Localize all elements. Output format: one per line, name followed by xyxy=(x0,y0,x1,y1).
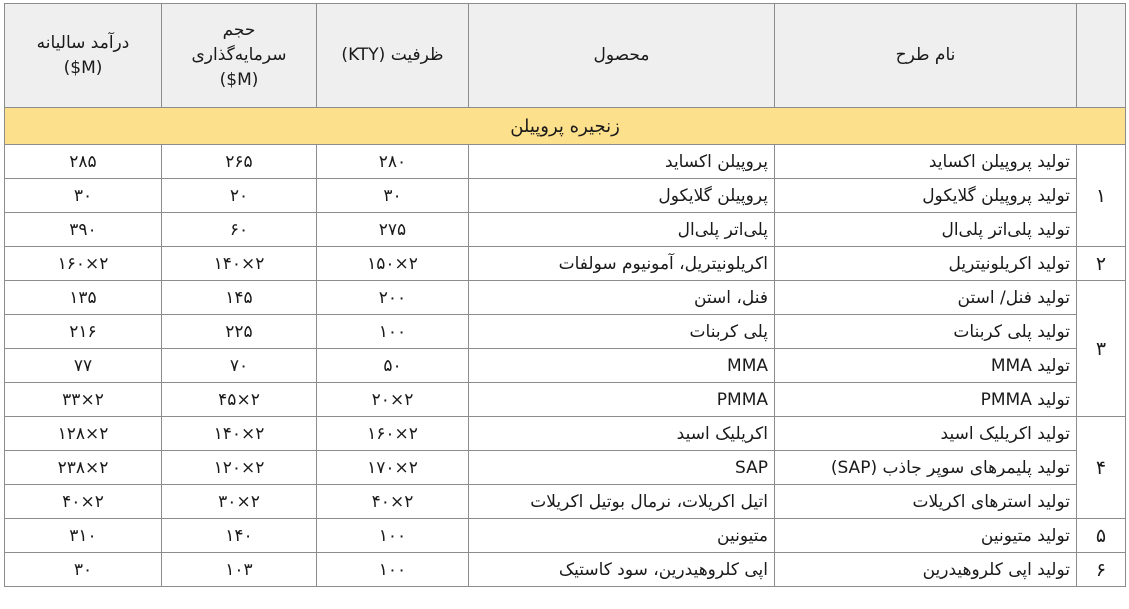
header-capacity xyxy=(317,4,469,108)
table-row xyxy=(5,519,1126,553)
header-capacity-label: ظرفیت (KTY) xyxy=(341,45,444,65)
section-title: زنجیره پروپیلن xyxy=(5,108,1126,145)
table-body xyxy=(5,108,1126,587)
revenue-cell: ۳۰ xyxy=(5,179,162,213)
row-index: ۱ xyxy=(1077,145,1126,247)
header-row xyxy=(5,4,1126,108)
header-revenue-line1: درآمد سالیانه xyxy=(36,32,130,53)
revenue-cell: ۲۸۵ xyxy=(5,145,162,179)
row-index: ۶ xyxy=(1077,553,1126,587)
row-index: ۲ xyxy=(1077,247,1126,281)
section-row xyxy=(5,108,1126,145)
table-row xyxy=(5,145,1126,179)
table-row xyxy=(5,349,1126,383)
header-investment xyxy=(162,4,317,108)
row-index: ۴ xyxy=(1077,417,1126,519)
investment-cell: ۲×۱۴۰ xyxy=(162,417,317,451)
plan-name-cell: تولید پروپیلن گلایکول xyxy=(775,179,1077,213)
investment-cell: ۲×۱۴۰ xyxy=(162,247,317,281)
plan-name-cell: تولید استرهای اکریلات xyxy=(775,485,1077,519)
capacity-cell: ۲۷۵ xyxy=(317,213,469,247)
propylene-chain-projects-table xyxy=(4,3,1126,587)
plan-name-cell: تولید پلی کربنات xyxy=(775,315,1077,349)
product-cell: متیونین xyxy=(469,519,775,553)
capacity-cell: ۵۰ xyxy=(317,349,469,383)
plan-name-cell: تولید پلی‌اتر پلی‌ال xyxy=(775,213,1077,247)
header-product: محصول xyxy=(469,4,775,108)
plan-name-cell: تولید اکریلونیتریل xyxy=(775,247,1077,281)
table-row xyxy=(5,417,1126,451)
product-cell: پروپیلن گلایکول xyxy=(469,179,775,213)
investment-cell: ۶۰ xyxy=(162,213,317,247)
capacity-cell: ۲۸۰ xyxy=(317,145,469,179)
product-cell: پلی کربنات xyxy=(469,315,775,349)
table-row xyxy=(5,485,1126,519)
plan-name-cell: تولید MMA xyxy=(775,349,1077,383)
header-investment-line2: سرمایه‌گذاری xyxy=(191,45,287,65)
row-index: ۵ xyxy=(1077,519,1126,553)
plan-name-cell: تولید اکریلیک اسید xyxy=(775,417,1077,451)
capacity-cell: ۲۰۰ xyxy=(317,281,469,315)
table-row xyxy=(5,179,1126,213)
revenue-cell: ۱۳۵ xyxy=(5,281,162,315)
product-cell: اکریلیک اسید xyxy=(469,417,775,451)
header-plan-name: نام طرح xyxy=(775,4,1077,108)
plan-name-cell: تولید فنل/ استن xyxy=(775,281,1077,315)
header-revenue xyxy=(5,4,162,108)
product-cell: SAP xyxy=(469,451,775,485)
plan-name-cell: تولید اپی کلروهیدرین xyxy=(775,553,1077,587)
capacity-cell: ۲×۲۰ xyxy=(317,383,469,417)
table-row xyxy=(5,553,1126,587)
capacity-cell: ۱۰۰ xyxy=(317,519,469,553)
product-cell: فنل، استن xyxy=(469,281,775,315)
product-cell: پلی‌اتر پلی‌ال xyxy=(469,213,775,247)
plan-name-cell: تولید پلیمرهای سوپر جاذب (SAP) xyxy=(775,451,1077,485)
capacity-cell: ۲×۱۶۰ xyxy=(317,417,469,451)
plan-name-cell: تولید متیونین xyxy=(775,519,1077,553)
revenue-cell: ۷۷ xyxy=(5,349,162,383)
investment-cell: ۱۴۰ xyxy=(162,519,317,553)
table-row xyxy=(5,315,1126,349)
table-row xyxy=(5,213,1126,247)
investment-cell: ۷۰ xyxy=(162,349,317,383)
investment-cell: ۲۶۵ xyxy=(162,145,317,179)
capacity-cell: ۳۰ xyxy=(317,179,469,213)
capacity-cell: ۲×۴۰ xyxy=(317,485,469,519)
row-index: ۳ xyxy=(1077,281,1126,417)
revenue-cell: ۳۹۰ xyxy=(5,213,162,247)
table-row xyxy=(5,281,1126,315)
revenue-cell: ۳۰ xyxy=(5,553,162,587)
investment-cell: ۲×۳۰ xyxy=(162,485,317,519)
investment-cell: ۲×۱۲۰ xyxy=(162,451,317,485)
table-container xyxy=(4,3,1126,587)
header-revenue-line2: (M$) xyxy=(63,57,103,78)
product-cell: MMA xyxy=(469,349,775,383)
capacity-cell: ۱۰۰ xyxy=(317,315,469,349)
plan-name-cell: تولید پروپیلن اکساید xyxy=(775,145,1077,179)
capacity-cell: ۱۰۰ xyxy=(317,553,469,587)
revenue-cell: ۲×۱۲۸ xyxy=(5,417,162,451)
product-cell: اتیل اکریلات، نرمال بوتیل اکریلات xyxy=(469,485,775,519)
revenue-cell: ۲×۱۶۰ xyxy=(5,247,162,281)
revenue-cell: ۲×۳۳ xyxy=(5,383,162,417)
capacity-cell: ۲×۱۷۰ xyxy=(317,451,469,485)
header-investment-line3: (M$) xyxy=(219,70,259,90)
revenue-cell: ۲×۲۳۸ xyxy=(5,451,162,485)
product-cell: اکریلونیتریل، آمونیوم سولفات xyxy=(469,247,775,281)
investment-cell: ۲×۴۵ xyxy=(162,383,317,417)
investment-cell: ۲۰ xyxy=(162,179,317,213)
plan-name-cell: تولید PMMA xyxy=(775,383,1077,417)
revenue-cell: ۲۱۶ xyxy=(5,315,162,349)
table-row xyxy=(5,451,1126,485)
product-cell: اپی کلروهیدرین، سود کاستیک xyxy=(469,553,775,587)
table-row xyxy=(5,247,1126,281)
investment-cell: ۲۲۵ xyxy=(162,315,317,349)
header-investment-line1: حجم xyxy=(222,20,256,40)
investment-cell: ۱۰۳ xyxy=(162,553,317,587)
product-cell: پروپیلن اکساید xyxy=(469,145,775,179)
revenue-cell: ۳۱۰ xyxy=(5,519,162,553)
product-cell: PMMA xyxy=(469,383,775,417)
header-index xyxy=(1077,4,1126,108)
capacity-cell: ۲×۱۵۰ xyxy=(317,247,469,281)
investment-cell: ۱۴۵ xyxy=(162,281,317,315)
revenue-cell: ۲×۴۰ xyxy=(5,485,162,519)
table-row xyxy=(5,383,1126,417)
